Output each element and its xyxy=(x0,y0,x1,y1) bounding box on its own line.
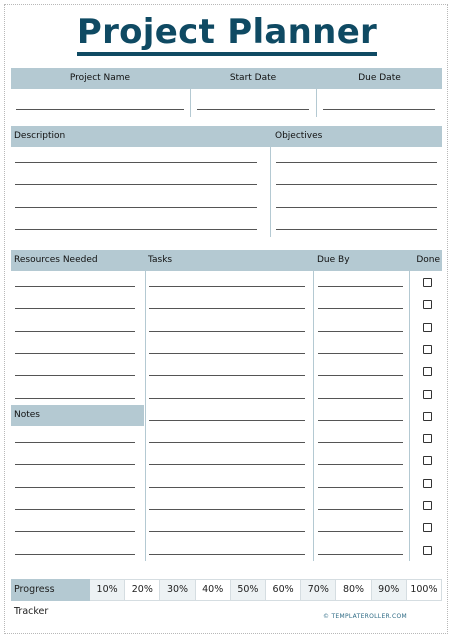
project-name-label: Project Name xyxy=(69,73,131,83)
description-line[interactable] xyxy=(15,162,257,163)
done-checkbox[interactable] xyxy=(423,501,432,510)
done-checkbox[interactable] xyxy=(423,412,432,421)
due-by-label: Due By xyxy=(317,255,350,265)
notes-line[interactable] xyxy=(15,509,135,510)
due-by-line[interactable] xyxy=(318,286,403,287)
start-date-field[interactable] xyxy=(197,109,309,110)
footer-credit: © TEMPLATEROLLER.COM xyxy=(322,613,407,620)
task-line[interactable] xyxy=(149,308,305,309)
due-by-line[interactable] xyxy=(318,509,403,510)
progress-tracker-label: Progress Tracker xyxy=(11,579,90,601)
done-checkbox[interactable] xyxy=(423,367,432,376)
task-line[interactable] xyxy=(149,531,305,532)
progress-step-20[interactable]: 20% xyxy=(125,579,160,601)
done-checkbox[interactable] xyxy=(423,323,432,332)
task-table-divider xyxy=(409,271,410,561)
task-table-divider xyxy=(313,271,314,561)
task-line[interactable] xyxy=(149,554,305,555)
resources-line[interactable] xyxy=(15,308,135,309)
resources-line[interactable] xyxy=(15,375,135,376)
progress-step-90[interactable]: 90% xyxy=(372,579,407,601)
resources-line[interactable] xyxy=(15,353,135,354)
done-label: Done xyxy=(416,255,440,265)
done-checkbox[interactable] xyxy=(423,390,432,399)
task-line[interactable] xyxy=(149,286,305,287)
objectives-line[interactable] xyxy=(276,184,437,185)
done-checkbox[interactable] xyxy=(423,523,432,532)
done-checkbox[interactable] xyxy=(423,546,432,555)
description-line[interactable] xyxy=(15,207,257,208)
task-table-divider xyxy=(145,271,146,561)
due-by-line[interactable] xyxy=(318,554,403,555)
description-line[interactable] xyxy=(15,229,257,230)
resources-line[interactable] xyxy=(15,331,135,332)
task-line[interactable] xyxy=(149,420,305,421)
task-line[interactable] xyxy=(149,331,305,332)
project-info-header xyxy=(11,68,442,89)
due-date-label: Due Date xyxy=(358,73,401,83)
due-by-line[interactable] xyxy=(318,442,403,443)
due-by-line[interactable] xyxy=(318,487,403,488)
description-divider xyxy=(270,147,271,237)
objectives-line[interactable] xyxy=(276,229,437,230)
task-line[interactable] xyxy=(149,509,305,510)
due-by-line[interactable] xyxy=(318,308,403,309)
due-by-line[interactable] xyxy=(318,531,403,532)
due-by-line[interactable] xyxy=(318,464,403,465)
done-checkbox[interactable] xyxy=(423,278,432,287)
progress-step-10[interactable]: 10% xyxy=(90,579,125,601)
progress-step-30[interactable]: 30% xyxy=(160,579,195,601)
due-by-line[interactable] xyxy=(318,420,403,421)
task-line[interactable] xyxy=(149,375,305,376)
page-title-text: Project Planner xyxy=(77,12,377,56)
page-border xyxy=(4,4,448,634)
due-by-line[interactable] xyxy=(318,353,403,354)
notes-line[interactable] xyxy=(15,442,135,443)
due-date-field[interactable] xyxy=(323,109,435,110)
progress-step-50[interactable]: 50% xyxy=(231,579,266,601)
description-label: Description xyxy=(14,131,66,141)
task-line[interactable] xyxy=(149,464,305,465)
due-by-line[interactable] xyxy=(318,375,403,376)
notes-line[interactable] xyxy=(15,554,135,555)
tasks-label: Tasks xyxy=(148,255,173,265)
done-checkbox[interactable] xyxy=(423,300,432,309)
done-checkbox[interactable] xyxy=(423,456,432,465)
notes-line[interactable] xyxy=(15,531,135,532)
resources-line[interactable] xyxy=(15,398,135,399)
notes-label: Notes xyxy=(14,410,40,420)
task-table-header xyxy=(11,250,442,271)
task-line[interactable] xyxy=(149,353,305,354)
done-checkbox[interactable] xyxy=(423,479,432,488)
resources-line[interactable] xyxy=(15,286,135,287)
done-checkbox[interactable] xyxy=(423,345,432,354)
progress-step-70[interactable]: 70% xyxy=(301,579,336,601)
progress-step-100[interactable]: 100% xyxy=(407,579,442,601)
task-line[interactable] xyxy=(149,487,305,488)
project-name-field[interactable] xyxy=(16,109,184,110)
resources-needed-label: Resources Needed xyxy=(14,255,98,265)
objectives-line[interactable] xyxy=(276,207,437,208)
description-objectives-header xyxy=(11,126,442,147)
due-by-line[interactable] xyxy=(318,331,403,332)
progress-step-40[interactable]: 40% xyxy=(196,579,231,601)
due-by-line[interactable] xyxy=(318,398,403,399)
description-line[interactable] xyxy=(15,184,257,185)
notes-header xyxy=(11,405,144,426)
objectives-line[interactable] xyxy=(276,162,437,163)
project-info-divider xyxy=(316,89,317,117)
task-line[interactable] xyxy=(149,398,305,399)
objectives-label: Objectives xyxy=(275,131,323,141)
progress-step-60[interactable]: 60% xyxy=(266,579,301,601)
notes-line[interactable] xyxy=(15,464,135,465)
page-title xyxy=(0,10,454,54)
progress-step-80[interactable]: 80% xyxy=(336,579,371,601)
start-date-label: Start Date xyxy=(229,73,277,83)
project-info-divider xyxy=(190,89,191,117)
task-line[interactable] xyxy=(149,442,305,443)
done-checkbox[interactable] xyxy=(423,434,432,443)
notes-line[interactable] xyxy=(15,487,135,488)
